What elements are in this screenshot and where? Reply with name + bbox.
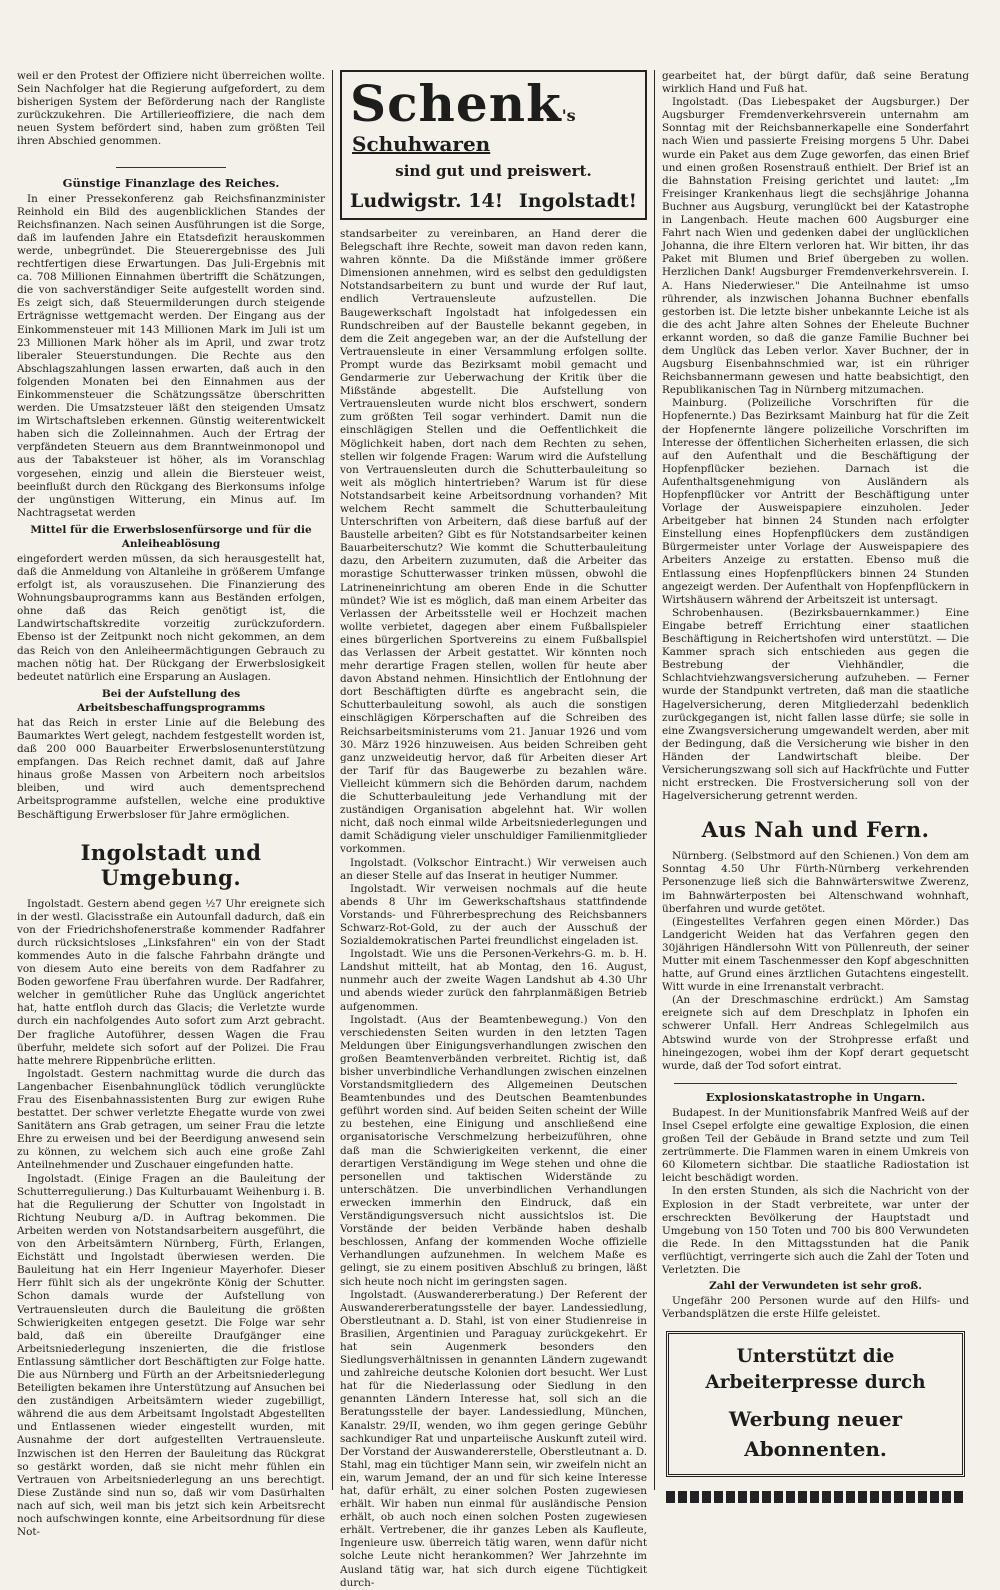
ad-brand-suffix: 's xyxy=(561,106,576,125)
article-continuation: gearbeitet hat, der bürgt dafür, daß seine Beratung wirklich Hand und Fuß hat. xyxy=(662,70,969,96)
column-left xyxy=(10,70,332,1539)
news-item: Schrobenhausen. (Bezirksbauernkammer.) Eine Eingabe betreff Errichtung einer staatlichen Beschäftigung in Reichertshofen wird unterstützt. — Die Kammer sprach sich entschieden aus gegen die Bestrebung der Viehhändler, die Schlachtviehzwangsversicherung aufzuheben. — Ferner wurde der Standpunkt vertreten, daß man die staatliche Hagelversicherung, deren Mitgliederzahl bedenklich zurückgegangen ist, nicht fallen lasse dürfe; sie solle in eine Zwangsversicherung umgewandelt werden, aber mit der Bedingung, daß die Versicherung wie bisher in den Händen der Landwirtschaft bleibe. Der Versicherungszwang soll sich auf Hackfrüchte und Futter nicht erstrecken. Die Frostversicherung soll von der Hagelversicherung getrennt werden. xyxy=(662,606,969,803)
ad-goods: Schuhwaren xyxy=(352,132,491,156)
news-item: Ingolstadt. Wir verweisen nochmals auf die heute abends 8 Uhr im Gewerkschaftshaus stattfindende Vorstands- und Führerbesprechung des Reichsbanners Schwarz-Rot-Gold, zu der auch der Ausschuß der Sozialdemokratischen Partei freundlichst eingeladen ist. xyxy=(340,882,647,948)
article-paragraph: In einer Pressekonferenz gab Reichsfinanzminister Reinhold ein Bild des augenblicklichen Standes der Reichsfinanzen. Nach seinen Ausführungen ist die Sorge, daß im laufenden Jahre ein Etatsdefizit herauskommen werde, unbegründet. Die Steuerergebnisse des Juli rechtfertigen diese Erwartungen. Das Juli-Ergebnis mit ca. 708 Millionen Einnahmen übertrifft die Schätzungen, die von sachverständiger Seite aufgestellt worden sind. Es zeigt sich, daß Steuermilderungen durch steigende Erträgnisse wettgemacht werden. Der Eingang aus der Einkommensteuer mit 143 Millionen Mark im Juli ist um 23 Millionen Mark höher als im April, und zwar trotz liberaler Steuerstundungen. Die Rechte aus den Abschlagszahlungen lassen erwarten, daß auch in den folgenden Monaten bei den Einnahmen aus der Einkommensteuer die Schätzungssätze überschritten werden. Die Umsatzsteuer läßt den steigenden Umsatz im Wirtschaftsleben erkennen. Günstig weiterentwickelt haben sich die Zolleinnahmen. Auch der Ertrag der verpfändeten Steuern aus dem Branntweinmonopol und aus der Tabaksteuer ist höher, als im Voranschlag vorgesehen, einzig und allein die Biersteuer weist, beeinflußt durch den Rückgang des Bierkonsums infolge der ungünstigen Witterung, ein Minus auf. Im Nachtragsetat werden xyxy=(17,192,325,519)
article-continuation: weil er den Protest der Offiziere nicht überreichen wollte. Sein Nachfolger hat die Regierung aufgefordert, zu dem bisherigen System der Beförderung nach der Rangliste zurückzukehren. Die Artillerieoffiziere, die nach dem neuen System befördert sind, haben zum größten Teil ihren Abschied genommen. xyxy=(17,70,325,148)
ad-brand: Schenk xyxy=(350,74,562,133)
news-item: Mainburg. (Polizeiliche Vorschriften für die Hopfenernte.) Das Bezirksamt Mainburg hat für die Zeit der Hopfenernte längere polizeiliche Vorschriften im Interesse der öffentlichen Sicherheiten erlassen, die sich auf den Aufenthalt und die Beschäftigung der Hopfenpflücker beziehen. Darnach ist die Aufenthaltsgenehmigung von Ausländern als Hopfenpflücker vor Antritt der Beschäftigung unter Vorlage der Ausweispapiere einzuholen. Jeder Arbeitgeber hat binnen 24 Stunden nach erfolgter Einstellung eines Hopfenpflückers dem zuständigen Bürgermeister unter Vorlage der Ausweispapiere des Arbeiters Anzeige zu erstatten. Ebenso muß die Entlassung eines Hopfenpflückers binnen 24 Stunden angezeigt werden. Der Aufenthalt von Hopfenpflückern in Wirtshäusern während der Arbeitszeit ist untersagt. xyxy=(662,397,969,606)
article-paragraph: Budapest. In der Munitionsfabrik Manfred Weiß auf der Insel Csepel erfolgte eine gewaltige Explosion, die einen großen Teil der Gebäude in Brand setzte und zum Teil zertrümmerte. Die Flammen waren in einem Umkreis von 60 Kilometern sichtbar. Die staatliche Radiostation ist leicht beschädigt worden. xyxy=(662,1106,969,1185)
news-item: Ingolstadt. (Aus der Beamtenbewegung.) Von den verschiedensten Seiten wurden in den letzten Tagen Meldungen über Einigungsverhandlungen zwischen den großen Beamtenverbänden verbreitet. Richtig ist, daß bisher unverbindliche Verhandlungen zwischen einzelnen Vorstandsmitgliedern des Allgemeinen Deutschen Beamtenbundes und des Deutschen Beamtenbundes geführt worden sind. Auf beiden Seiten scheint der Wille zu bestehen, eine Einigung und anschließend eine organisatorische Verschmelzung herbeizuführen, ohne daß man die Schwierigkeiten verkennt, die einer derartigen Verständigung im Wege stehen und ohne die personellen und taktischen Widerstände zu unterschätzen. Die unverbindlichen Verhandlungen erwecken immerhin den Eindruck, daß ein Verständigungsversuch nicht aussichtslos ist. Die Vorstände der beiden Verbände haben deshalb beschlossen, Anfang der kommenden Woche offizielle Verhandlungen aufzunehmen. In welchem Maße es gelingt, sie zu einem positiven Abschluß zu bringen, läßt sich heute noch nicht im geringsten sagen. xyxy=(340,1013,647,1288)
article-paragraph: eingefordert werden müssen, da sich herausgestellt hat, daß die Anmeldung von Altanleihe in größerem Umfange erfolgt ist, als vorauszusehen. Die Finanzierung des Wohnungsbauprogramms kann aus Beständen erfolgen, ohne daß das Reich genötigt ist, die Landwirtschaftskredite vorzeitig zurückzufordern. Ebenso ist der Zeitpunkt noch nicht gekommen, an dem das Reich von den Anleiheermächtigungen Gebrauch zu machen nötig hat. Der Rückgang der Erwerbslosigkeit bedeutet natürlich eine Ersparung an Auslagen. xyxy=(17,552,325,683)
column-middle xyxy=(332,70,654,1589)
appeal-box xyxy=(666,1331,965,1477)
ad-street: Ludwigstr. 14! xyxy=(350,190,504,212)
column-right xyxy=(654,70,976,1490)
article-subheading: Mittel für die Erwerbslosenfürsorge und für die Anleiheablösung xyxy=(30,523,312,550)
article-heading-explosion: Explosionskatastrophe in Ungarn. xyxy=(705,1089,926,1104)
decorative-border xyxy=(666,1491,965,1503)
article-continuation: standsarbeiter zu vereinbaren, an Hand derer die Belegschaft ihre Rechte, soweit man davon reden kann, wahren könnte. Da die Mißstände immer größere Dimensionen annehmen, wird es selbst den geduldigsten Notstandsarbeitern zu bunt und wurde der Ruf laut, endlich Vertrauensleute aufzustellen. Die Baugewerkschaft Ingolstadt hat infolgedessen ein Rundschreiben auf der Baustelle bekannt gegeben, in dem die Zeit angegeben war, an der die Aufstellung der Vertrauensleute in einer Versammlung erfolgen sollte. Prompt wurde das Bezirksamt mobil gemacht und Gendarmerie zur Ueberwachung der Kritik über die Mißstände abgestellt. Die Aufstellung von Vertrauensleuten wurde nicht blos erschwert, sondern zum größten Teil sogar verhindert. Damit nun die einschlägigen Stellen und die Oeffentlichkeit die Möglichkeit haben, dort nach dem Rechten zu sehen, stellen wir folgende Fragen: Warum wird die Aufstellung von Vertrauensleuten durch die Schutterbauleitung so weit als möglich hintertrieben? Warum ist für diese Notstandsarbeit keine Arbeitsordnung vorhanden? Mit welchem Recht sammelt die Schutterbauleitung Unterschriften von Arbeitern, daß diese barfuß auf der Baustelle arbeiten? Gibt es für Notstandsarbeiter keinen Bauarbeiterschutz? Wie kommt die Schutterbauleitung dazu, den Arbeitern zuzumuten, daß die Arbeiter das morastige Schutterwasser trinken müssen, obwohl die Latrineneinrichtung am oberen Ende in die Schutter mündet? Wie ist es möglich, daß man einem Arbeiter das Verlassen der Arbeitsstelle weil er Hochzeit machen wollte verbietet, dagegen aber einem Fußballspieler eines bürgerlichen Sportvereins zu einem Fußballspiel das Verlassen der Arbeit gestattet. Wir könnten noch mehr derartige Fragen stellen, wollen für heute aber davon Abstand nehmen. Hinsichtlich der Entlohnung der dort Beschäftigten dürfte es angebracht sein, die Schutterbauleitung sowohl, als auch die sonstigen einschlägigen Körperschaften auf die Schreiben des Reichsarbeitsministerums vom 21. Januar 1926 und vom 30. März 1926 hinzuweisen. Aus beiden Schreiben geht ganz unzweideutig hervor, daß für Arbeiten dieser Art der Tarif für das Baugewerbe zu bezahlen wäre. Vielleicht kümmern sich die Behörden darum, nachdem die Schutterbauleitung jede Verhandlung mit der zuständigen Organisation abgelehnt hat. Wir wollen nicht, daß noch einmal wilde Arbeitsniederlegungen und damit Schädigung vieler unschuldiger Familienmitglieder vorkommen. xyxy=(340,228,647,856)
section-heading-ingolstadt: Ingolstadt und Umgebung. xyxy=(80,839,262,890)
article-heading-finanzlage: Günstige Finanzlage des Reiches. xyxy=(62,175,280,190)
section-heading-nah-fern: Aus Nah und Fern. xyxy=(701,817,930,843)
appeal-line-1: Unterstützt die Arbeiterpresse durch xyxy=(705,1346,926,1394)
news-item: Nürnberg. (Selbstmord auf den Schienen.) Von dem am Sonntag 4.50 Uhr Fürth-Nürnberg verkehrenden Personenzuge ließ sich die Bahnwärterswitwe Zwerenz, im Bahnwärterposten bei Altenschwand wohnhaft, überfahren und wurde getötet. xyxy=(662,850,969,915)
appeal-line-2: Werbung neuer Abonnenten. xyxy=(728,1407,903,1462)
news-item: (Eingestelltes Verfahren gegen einen Mörder.) Das Landgericht Weiden hat das Verfahren gegen den 30jährigen Händlersohn Witt von Püllenreuth, der seiner Mutter mit einem Taschenmesser den Kopf abgeschnitten hatte, auf Grund eines ärztlichen Gutachtens eingestellt. Witt wurde in eine Irrenanstalt verbracht. xyxy=(662,915,969,994)
article-paragraph: hat das Reich in erster Linie auf die Belebung des Baumarktes Wert gelegt, nachdem festgestellt worden ist, daß 200 000 Bauarbeiter Erwerbslosenunterstützung empfangen. Das Reich rechnet damit, daß auf Jahre hinaus große Massen von Arbeitern noch arbeitslos bleiben, und wird auch dementsprechend Arbeitsprogramme aufstellen, welche eine produktive Beschäftigung Erwerbsloser für Jahre ermöglichen. xyxy=(17,716,325,821)
news-item: Ingolstadt. (Das Liebespaket der Augsburger.) Der Augsburger Fremdenverkehrsverein unternahm am Sonntag mit der Reichsbannerkapelle eine Sonderfahrt nach Wien und passierte Freising morgens 5 Uhr. Dabei wurde ein Paket aus dem Zuge geworfen, das einen Brief und einen großen Rosenstrauß enthielt. Der Brief ist an die Bahnstation Freising gerichtet und lautet: „Im Freisinger Krankenhaus liegt die sechsjährige Johanna Buchner aus Augsburg, verunglückt bei der Katastrophe in Langenbach. Heute machen 600 Augsburger eine Fahrt nach Wien und gedenken dabei der unglücklichen Johanna, die ihre Eltern verloren hat. Wir bitten, ihr das Paket mit Blumen und Brief übergeben zu wollen. Herzlichen Dank! Augsburger Fremdenverkehrsverein. I. A. Hans Niederwieser." Die Anteilnahme ist umso rührender, als inzwischen Johanna Buchner ebenfalls gestorben ist. Die letzte bisher unbekannte Leiche ist als die des acht Jahre alten Sohnes der Eheleute Buchner erkannt worden, so daß die ganze Familie Buchner bei dem Unglück das Leben verlor. Xaver Buchner, der in Augsburg Eisenbahnschmied war, ist ein rühriger Reichsbannermann gewesen und hatte beabsichtigt, den Republikanischen Tag in Nürnberg mitzumachen. xyxy=(662,96,969,397)
advertisement-schenk xyxy=(340,70,647,220)
news-item: Ingolstadt. (Einige Fragen an die Bauleitung der Schutterregulierung.) Das Kulturbauamt Weihenburg i. B. hat die Regulierung der Schutter von Ingolstadt in Richtung Neuburg a/D. in Auftrag bekommen. Die Arbeiten werden von Notstandsarbeitern ausgeführt, die von den Arbeitsämtern Nürnberg, Fürth, Erlangen, Eichstätt und Ingolstadt überwiesen werden. Die Bauleitung hat ein Herr Ingenieur Mayerhofer. Dieser Herr fühlt sich als der ungekrönte König der Schutter. Schon damals wurde der Aufstellung von Vertrauensleuten durch die Bauleitung die größten Schwierigkeiten entgegen gesetzt. Die Folge war sehr bald, daß ein übereilte Draufgänger eine Arbeitsniederlegung inszenierten, die die fristlose Entlassung sämtlicher dort Beschäftigten zur Folge hatte. Die aus Nürnberg und Fürth an der Arbeitsniederlegung Beteiligten bekamen ihre Unterstützung auf Ansuchen bei den zuständigen Arbeitsämtern wieder zugebilligt, während die aus dem Arbeitsamt Ingolstadt Abgestellten und Entlassenen wieder eingestellt wurden, mit Ausnahme der dort aufgestellten Vertrauensleute. Inzwischen ist den Herren der Bauleitung das Rückgrat so gestärkt worden, daß sie nicht mehr fühlen ein Vertrauen von Arbeitsniederlegung an uns berechtigt. Diese Zustände sind nun so, daß wir vom Dasürhalten nach auf sich, weil man bis jetzt sich kein Arbeitsrecht noch aufschwingen konnte, eine Arbeitsordnung für diese Not- xyxy=(17,1172,325,1539)
news-item: Ingolstadt. (Auswandererberatung.) Der Referent der Auswandererberatungsstelle der bayer. Landessiedlung, Oberstleutnant a. D. Stahl, ist von einer Studienreise in Brasilien, Argentinien und Paraguay zurückgekehrt. Er hat sein Augenmerk besonders den Siedlungsverhältnissen in genannten Ländern zugewandt und zahlreiche deutsche Kolonien dort besucht. Wer Lust hat für die Niederlassung oder Siedlung in den genannten Ländern Interesse hat, soll sich an die Beratungsstelle der bayer. Landessiedlung, München, Kanalstr. 29/II, wenden, wo ihm gegen geringe Gebühr sachkundiger Rat und unparteiische Auskunft zuteil wird. Der Vorstand der Auswandererstelle, Oberstleutnant a. D. Stahl, mag ein tüchtiger Mann sein, wir zweifeln nicht an ein, warum Jemand, der an und für sich keine Interesse hat, dafür erhält, zu einer solchen Posten zugewiesen erhält. Wir haben nun einmal für ausländische Pension erhält, ob auch noch einen solchen Posten zugewiesen erhält. Vertrebener, die ihr ganzes Leben als Kaufleute, Ingenieure usw. überreich tätig waren, wenn dafür nicht solche Leute nicht herankommen? Wer Jahrzehnte im Ausland tätig war, hat sich durch eigene Tüchtigkeit durch- xyxy=(340,1288,647,1589)
article-paragraph: In den ersten Stunden, als sich die Nachricht von der Explosion in der Stadt verbreitete, war unter der erschreckten Bevölkerung der Hauptstadt und Umgebung von 150 Toten und 700 bis 800 Verwundeten die Rede. In den Mittagsstunden hat die Panik verflüchtigt, verringerte sich auch die Zahl der Toten und Verletzten. Die xyxy=(662,1185,969,1276)
news-item: Ingolstadt. (Volkschor Eintracht.) Wir verweisen auch an dieser Stelle auf das Inserat in heutiger Nummer. xyxy=(340,856,647,882)
article-subheading: Bei der Aufstellung des Arbeitsbeschaffungsprogramms xyxy=(76,687,266,714)
news-item: Ingolstadt. Wie uns die Personen-Verkehrs-G. m. b. H. Landshut mitteilt, hat ab Montag, den 16. August, nunmehr auch der zweite Wagen Landshut ab 4.30 Uhr und abends wieder zurück den fahrplanmäßigen Betrieb aufgenommen. xyxy=(340,948,647,1013)
news-item: Ingolstadt. Gestern abend gegen ½7 Uhr ereignete sich in der westl. Glacisstraße ein Autounfall dadurch, daß ein von der Friedrichshofenerstraße kommender Radfahrer durch rücksichtsloses „Linksfahren" ein von der Stadt kommendes Auto in die falsche Fahrbahn drängte und von diesem Auto eine bereits von dem Radfahrer zu Boden geworfene Frau überfahren wurde. Der Radfahrer, welcher in gemütlicher Ruhe das Unglück angerichtet hat, hatte entfloh durch das Glacis; die Verletzte wurde durch ein nachfolgendes Auto sofort zum Arzt gebracht. Der fragliche Autoführer, dessen Wagen die Frau überfuhr, meldete sich sofort auf der Polizei. Die Frau hatte mehrere Rippenbrüche erlitten. xyxy=(17,897,325,1067)
news-item: (An der Dreschmaschine erdrückt.) Am Samstag ereignete sich auf dem Dreschplatz in Iphofen ein schwerer Unfall. Herr Andreas Schlegelmilch aus Abtswind wurde von der Strohpresse erfaßt und hineingezogen, wobei ihm der Kopf derart gequetscht wurde, daß der Tod sofort eintrat. xyxy=(662,994,969,1072)
divider xyxy=(674,1083,957,1084)
divider xyxy=(116,167,226,168)
news-item: Ingolstadt. Gestern nachmittag wurde die durch das Langenbacher Eisenbahnunglück tödlich verunglückte Frau des Eisenbahnassistenten Burg zur ewigen Ruhe bestattet. Der schwer verletzte Ehegatte wurde von zwei Sanitätern ans Grab getragen, um seiner Frau die letzte Ehre zu erweisen und bei der Beerdigung anwesend sein zu können, zu welchem sich auch eine große Zahl Anteilnehmender und Zuschauer eingefunden hatte. xyxy=(17,1067,325,1172)
ad-tagline: sind gut und preiswert. xyxy=(395,162,592,180)
ad-address xyxy=(350,190,637,212)
ad-city: Ingolstadt! xyxy=(518,190,637,212)
article-paragraph: Ungefähr 200 Personen wurde auf den Hilfs- und Verbandsplätzen die erste Hilfe geleistet. xyxy=(662,1295,969,1321)
article-subheading: Zahl der Verwundeten ist sehr groß. xyxy=(709,1280,922,1293)
